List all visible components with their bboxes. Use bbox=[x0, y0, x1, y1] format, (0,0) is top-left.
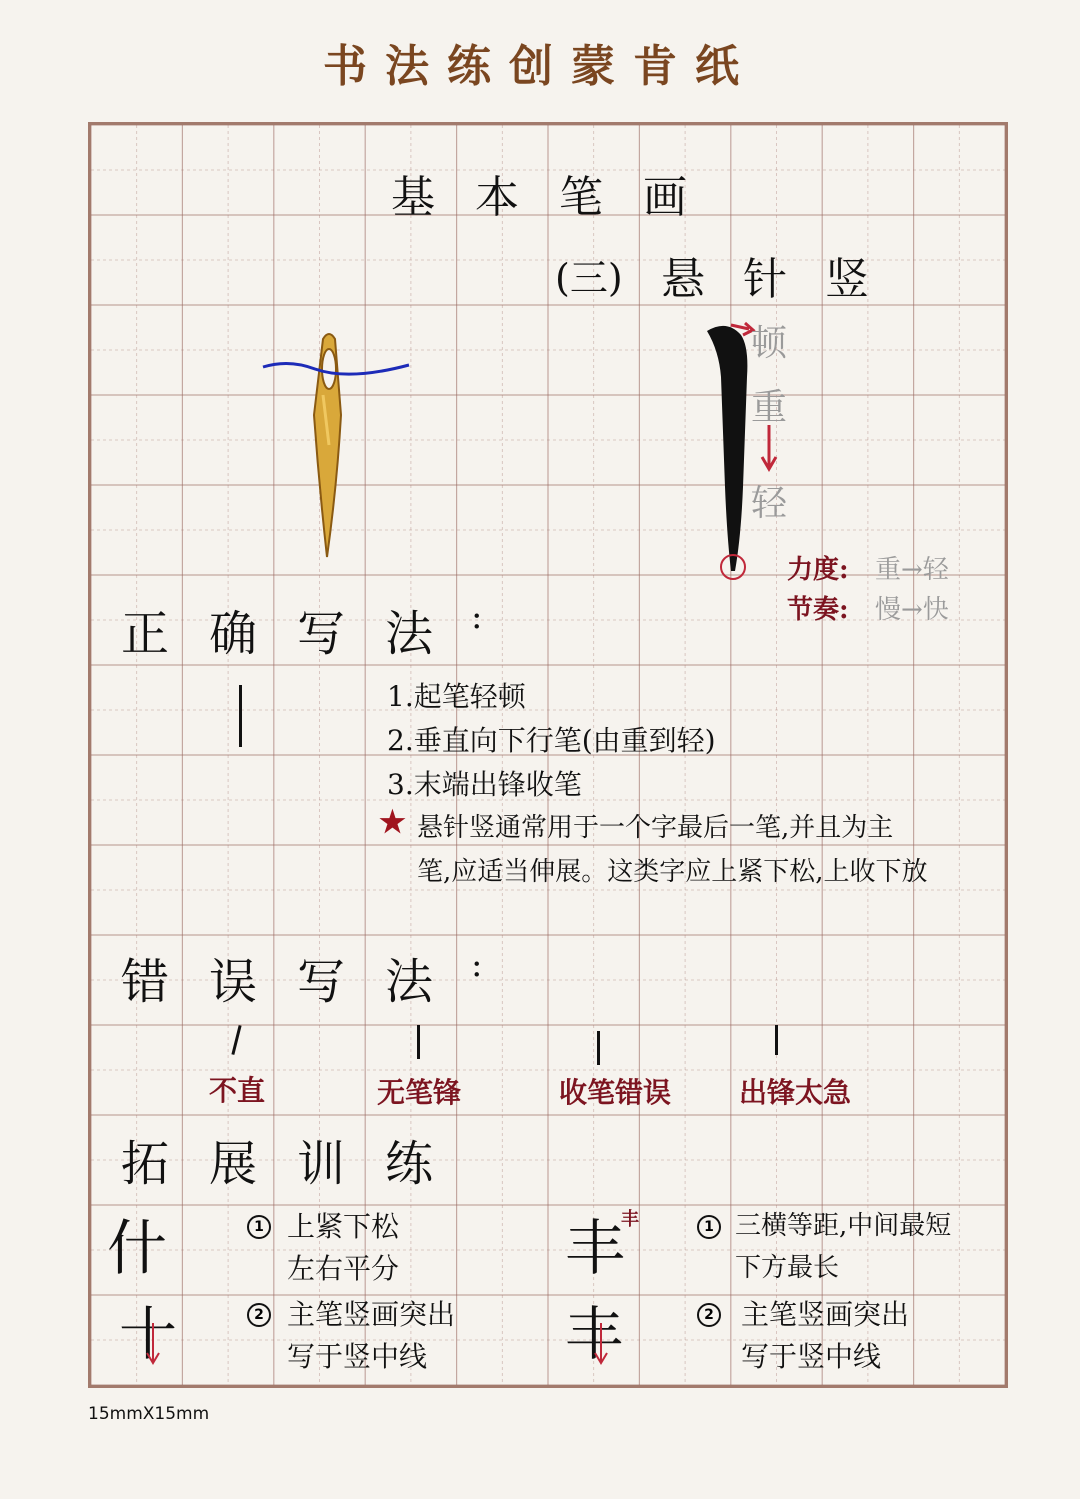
wrong-colon: : bbox=[471, 945, 483, 985]
wrong-label-4: 出锋太急 bbox=[739, 1076, 852, 1109]
circle-number-1: 1 bbox=[697, 1215, 721, 1239]
wrong-stroke-4 bbox=[775, 1025, 778, 1055]
note-light: 轻 bbox=[751, 483, 788, 524]
rhythm-value: 慢→快 bbox=[875, 595, 949, 625]
practice-char-2-small: 丰 bbox=[621, 1209, 639, 1230]
down-arrow-icon bbox=[759, 423, 779, 473]
note-heavy: 重 bbox=[751, 387, 788, 428]
circle-number-2: 2 bbox=[697, 1303, 721, 1327]
sheet-title: 基本笔画 bbox=[391, 172, 727, 223]
wrong-stroke-2 bbox=[417, 1025, 420, 1059]
left-tip-2-line-2: 写于竖中线 bbox=[287, 1340, 428, 1373]
note-line-2: 笔,应适当伸展。这类字应上紧下松,上收下放 bbox=[417, 857, 928, 887]
force-label: 力度: bbox=[787, 555, 849, 585]
left-tip-1-line-1: 上紧下松 bbox=[287, 1210, 400, 1243]
star-icon: ★ bbox=[379, 805, 406, 840]
practice-sheet bbox=[88, 122, 1008, 1388]
practice-char-1: 什 bbox=[107, 1214, 167, 1284]
down-arrow-icon bbox=[591, 1321, 611, 1369]
correct-stroke-sample bbox=[239, 685, 242, 747]
wrong-label-1: 不直 bbox=[209, 1074, 266, 1107]
note-pause: 顿 bbox=[751, 323, 788, 364]
right-tip-1-line-2: 下方最长 bbox=[735, 1253, 840, 1283]
correct-heading: 正确写法 bbox=[121, 606, 474, 662]
circle-number-2: 2 bbox=[247, 1303, 271, 1327]
rhythm-label: 节奏: bbox=[787, 595, 849, 625]
wrong-label-3: 收笔错误 bbox=[559, 1076, 672, 1109]
force-value: 重→轻 bbox=[875, 555, 949, 585]
down-arrow-icon bbox=[143, 1321, 163, 1369]
right-tip-1-line-1: 三横等距,中间最短 bbox=[735, 1211, 952, 1241]
left-tip-1-line-2: 左右平分 bbox=[287, 1252, 400, 1285]
practice-char-2: 丰 bbox=[565, 1214, 625, 1284]
extend-heading: 拓展训练 bbox=[121, 1136, 474, 1192]
circle-number-1: 1 bbox=[247, 1215, 271, 1239]
note-line-1: 悬针竖通常用于一个字最后一笔,并且为主 bbox=[417, 813, 894, 843]
left-tip-2-line-1: 主笔竖画突出 bbox=[287, 1298, 456, 1331]
correct-colon: : bbox=[471, 597, 483, 637]
needle-illustration bbox=[259, 325, 419, 565]
subtitle: 悬针竖 bbox=[661, 254, 907, 305]
wrong-label-2: 无笔锋 bbox=[377, 1076, 462, 1109]
practice-char-2-repeat: 丰 bbox=[565, 1300, 624, 1368]
wrong-stroke-3 bbox=[597, 1031, 600, 1065]
right-tip-2-line-2: 写于竖中线 bbox=[741, 1340, 882, 1373]
right-tip-2-line-1: 主笔竖画突出 bbox=[741, 1298, 910, 1331]
step-3: 3.末端出锋收笔 bbox=[387, 768, 582, 801]
practice-char-1-part: 十 bbox=[119, 1300, 178, 1368]
step-2: 2.垂直向下行笔(由重到轻) bbox=[387, 724, 716, 757]
wrong-heading: 错误写法 bbox=[121, 954, 474, 1010]
paper-size-note: 15mmX15mm bbox=[88, 1404, 210, 1424]
page-title: 书法练创蒙肯纸 bbox=[323, 41, 757, 92]
step-1: 1.起笔轻顿 bbox=[387, 680, 526, 713]
subtitle-number: (三) bbox=[555, 256, 623, 300]
